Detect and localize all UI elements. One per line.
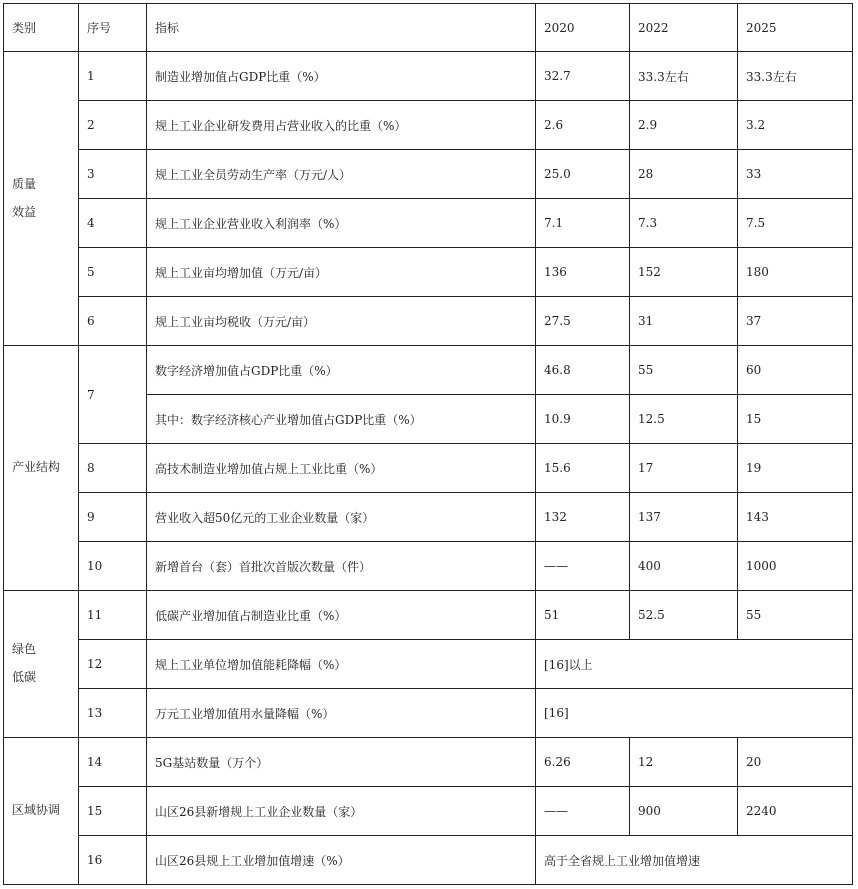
table-row	[4, 787, 853, 836]
value-2025: 60	[738, 346, 853, 395]
table-row	[4, 199, 853, 248]
seq-cell: 4	[79, 199, 147, 248]
table-row	[4, 248, 853, 297]
seq-cell: 14	[79, 738, 147, 787]
table-row	[4, 150, 853, 199]
table-row	[4, 297, 853, 346]
table-row	[4, 640, 853, 689]
header-category: 类别	[4, 4, 79, 52]
value-2022: 12.5	[630, 395, 738, 444]
seq-cell: 3	[79, 150, 147, 199]
table-row	[4, 493, 853, 542]
value-2025: 33.3左右	[738, 52, 853, 101]
seq-cell: 12	[79, 640, 147, 689]
merged-value: 高于全省规上工业增加值增速	[536, 836, 853, 885]
indicator-cell: 规上工业亩均税收（万元/亩）	[147, 297, 536, 346]
value-2025: 20	[738, 738, 853, 787]
value-2025: 55	[738, 591, 853, 640]
value-2020: 32.7	[536, 52, 630, 101]
indicator-cell: 制造业增加值占GDP比重（%）	[147, 52, 536, 101]
header-row	[4, 4, 853, 52]
value-2020: 27.5	[536, 297, 630, 346]
indicator-cell: 山区26县规上工业增加值增速（%）	[147, 836, 536, 885]
value-2020: 2.6	[536, 101, 630, 150]
indicator-cell: 规上工业企业研发费用占营业收入的比重（%）	[147, 101, 536, 150]
indicator-cell: 规上工业单位增加值能耗降幅（%）	[147, 640, 536, 689]
seq-cell: 8	[79, 444, 147, 493]
indicator-cell: 万元工业增加值用水量降幅（%）	[147, 689, 536, 738]
seq-cell: 11	[79, 591, 147, 640]
category-green: 绿色 低碳	[4, 591, 79, 738]
indicator-cell: 营业收入超50亿元的工业企业数量（家）	[147, 493, 536, 542]
table-row	[4, 836, 853, 885]
seq-cell: 5	[79, 248, 147, 297]
indicator-cell: 低碳产业增加值占制造业比重（%）	[147, 591, 536, 640]
header-2020: 2020	[536, 4, 630, 52]
value-2022: 400	[630, 542, 738, 591]
indicator-cell: 规上工业亩均增加值（万元/亩）	[147, 248, 536, 297]
merged-value: [16]以上	[536, 640, 853, 689]
seq-cell: 10	[79, 542, 147, 591]
category-structure: 产业结构	[4, 346, 79, 591]
value-2022: 900	[630, 787, 738, 836]
value-2025: 1000	[738, 542, 853, 591]
value-2025: 7.5	[738, 199, 853, 248]
seq-cell: 1	[79, 52, 147, 101]
seq-cell: 13	[79, 689, 147, 738]
value-2025: 2240	[738, 787, 853, 836]
value-2020: 136	[536, 248, 630, 297]
indicator-table	[3, 3, 853, 885]
value-2022: 2.9	[630, 101, 738, 150]
header-2025: 2025	[738, 4, 853, 52]
value-2025: 180	[738, 248, 853, 297]
value-2020: 51	[536, 591, 630, 640]
value-2022: 28	[630, 150, 738, 199]
value-2020: ——	[536, 787, 630, 836]
table-row	[4, 738, 853, 787]
value-2020: 132	[536, 493, 630, 542]
value-2020: 7.1	[536, 199, 630, 248]
indicator-cell: 数字经济增加值占GDP比重（%）	[147, 346, 536, 395]
value-2025: 37	[738, 297, 853, 346]
value-2022: 7.3	[630, 199, 738, 248]
indicator-cell: 规上工业企业营业收入利润率（%）	[147, 199, 536, 248]
value-2020: 25.0	[536, 150, 630, 199]
value-2022: 31	[630, 297, 738, 346]
seq-cell: 2	[79, 101, 147, 150]
indicator-cell: 新增首台（套）首批次首版次数量（件）	[147, 542, 536, 591]
value-2020: 6.26	[536, 738, 630, 787]
value-2022: 17	[630, 444, 738, 493]
category-region: 区域协调	[4, 738, 79, 885]
value-2025: 15	[738, 395, 853, 444]
value-2022: 152	[630, 248, 738, 297]
indicator-cell: 其中：数字经济核心产业增加值占GDP比重（%）	[147, 395, 536, 444]
table-row	[4, 444, 853, 493]
table-row	[4, 52, 853, 101]
table-row	[4, 542, 853, 591]
value-2020: 15.6	[536, 444, 630, 493]
value-2025: 3.2	[738, 101, 853, 150]
value-2020: ——	[536, 542, 630, 591]
indicator-cell: 5G基站数量（万个）	[147, 738, 536, 787]
table-row	[4, 101, 853, 150]
indicator-cell: 规上工业全员劳动生产率（万元/人）	[147, 150, 536, 199]
value-2022: 52.5	[630, 591, 738, 640]
value-2025: 33	[738, 150, 853, 199]
table-row	[4, 346, 853, 395]
merged-value: [16]	[536, 689, 853, 738]
indicator-cell: 山区26县新增规上工业企业数量（家）	[147, 787, 536, 836]
header-indicator: 指标	[147, 4, 536, 52]
value-2022: 137	[630, 493, 738, 542]
value-2025: 143	[738, 493, 853, 542]
header-seq: 序号	[79, 4, 147, 52]
seq-cell: 15	[79, 787, 147, 836]
value-2022: 55	[630, 346, 738, 395]
header-2022: 2022	[630, 4, 738, 52]
seq-cell: 16	[79, 836, 147, 885]
indicator-cell: 高技术制造业增加值占规上工业比重（%）	[147, 444, 536, 493]
value-2025: 19	[738, 444, 853, 493]
value-2020: 46.8	[536, 346, 630, 395]
table-row	[4, 689, 853, 738]
seq-cell: 6	[79, 297, 147, 346]
table-row	[4, 591, 853, 640]
seq-cell: 7	[79, 346, 147, 444]
value-2022: 33.3左右	[630, 52, 738, 101]
category-quality: 质量 效益	[4, 52, 79, 346]
seq-cell: 9	[79, 493, 147, 542]
value-2020: 10.9	[536, 395, 630, 444]
value-2022: 12	[630, 738, 738, 787]
